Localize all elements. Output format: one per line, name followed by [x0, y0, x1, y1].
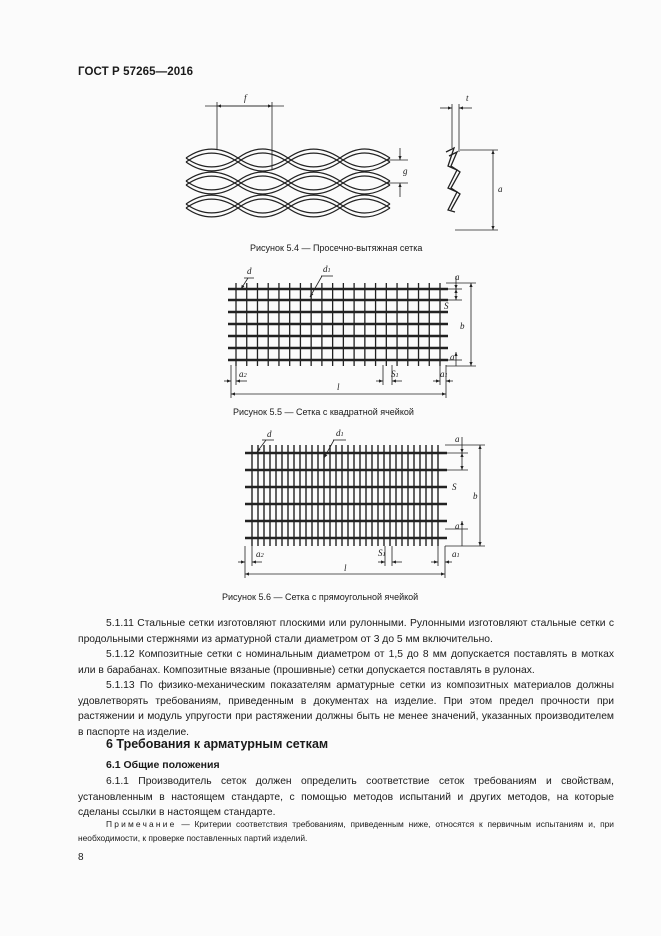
- note: [78, 818, 614, 845]
- document-header: ГОСТ Р 57265—2016: [78, 66, 194, 78]
- paragraph-5-1-13: 5.1.13 По физико-механическим показателям арматурные сетки из композитных материалов должны удовлетворять требованиям, приведенным в документах на изделие. При этом предел прочности при растяжении и модуль упругости при растяжении должны быть не менее значений, указанных производителем в паспорте на изделие.: [78, 680, 614, 738]
- fig56-label-s: S: [452, 482, 457, 492]
- paragraph-5-1-12: 5.1.12 Композитные сетки с номинальным диаметром от 1,5 до 8 мм допускается поставлять в мотках или в барабанах. Композитные вязаные (прошивные) сетки допускается поставлять в рулонах.: [78, 649, 614, 676]
- paragraph-5-1-11: 5.1.11 Стальные сетки изготовляют плоскими или рулонными. Рулонными изготовляют стальные сетки с продольными стержнями из арматурной стали диаметром от 3 до 5 мм включительно.: [78, 618, 614, 645]
- fig56-label-s1: S1: [378, 548, 386, 558]
- fig54-dim-f: [205, 102, 284, 170]
- fig55-caption: Рисунок 5.5 — Сетка с квадратной ячейкой: [233, 407, 414, 417]
- fig56-dimensions: [238, 437, 485, 578]
- fig56-label-d: d: [267, 429, 272, 439]
- fig56-caption: Рисунок 5.6 — Сетка с прямоугольной ячейкой: [222, 592, 419, 602]
- fig55-label-a-top: a: [455, 272, 460, 282]
- fig54-dim-a: [455, 150, 498, 230]
- fig54-side-view: [446, 148, 460, 212]
- fig55-label-a-bottom: a: [450, 352, 455, 362]
- fig54-label-g: g: [403, 166, 408, 176]
- fig54-caption: Рисунок 5.4 — Просечно-вытяжная сетка: [250, 243, 423, 253]
- fig56-label-l: l: [344, 563, 347, 573]
- fig55-label-d1: d1: [323, 264, 331, 274]
- fig54-label-f: f: [244, 93, 247, 103]
- fig56-label-a-bottom: a: [455, 521, 460, 531]
- fig54-label-a: a: [498, 184, 503, 194]
- fig56-label-b: b: [473, 491, 478, 501]
- fig56-grid: [245, 445, 447, 546]
- fig55-label-s1: S1: [391, 369, 399, 379]
- fig54-mesh: [186, 149, 390, 217]
- fig55-label-a1: a1: [440, 369, 448, 379]
- fig54-dim-t: [440, 104, 472, 152]
- fig56-label-a2: a2: [256, 549, 264, 559]
- fig55-label-s: S: [444, 301, 449, 311]
- fig56-label-a1: a1: [452, 549, 460, 559]
- fig56-label-d1: d1: [336, 428, 344, 438]
- fig55-label-b: b: [460, 321, 465, 331]
- section-6-heading: 6 Требования к арматурным сеткам: [106, 737, 329, 751]
- note-text: — Критерии соответствия требованиям, приведенным ниже, относятся к первичным испытаниям и, при необходимости, к проверке поставленных партий изделий.: [78, 819, 614, 843]
- fig56-label-a-top: a: [455, 434, 460, 444]
- fig55-grid: [228, 283, 448, 366]
- fig54-label-t: t: [466, 93, 469, 103]
- subsection-6-1-heading: 6.1 Общие положения: [106, 759, 220, 771]
- note-label: Примечание: [106, 819, 177, 829]
- page-number: 8: [78, 852, 84, 863]
- fig55-label-a2: a2: [239, 369, 247, 379]
- fig55-label-l: l: [337, 382, 340, 392]
- paragraph-6-1-1: 6.1.1 Производитель сеток должен определить соответствие сеток требованиям и свойствам, установленным в настоящем стандарте, с помощью методов испытаний и других методов, на которые сделаны ссылки в настоящем стандарте.: [78, 776, 614, 819]
- fig55-label-d: d: [247, 266, 252, 276]
